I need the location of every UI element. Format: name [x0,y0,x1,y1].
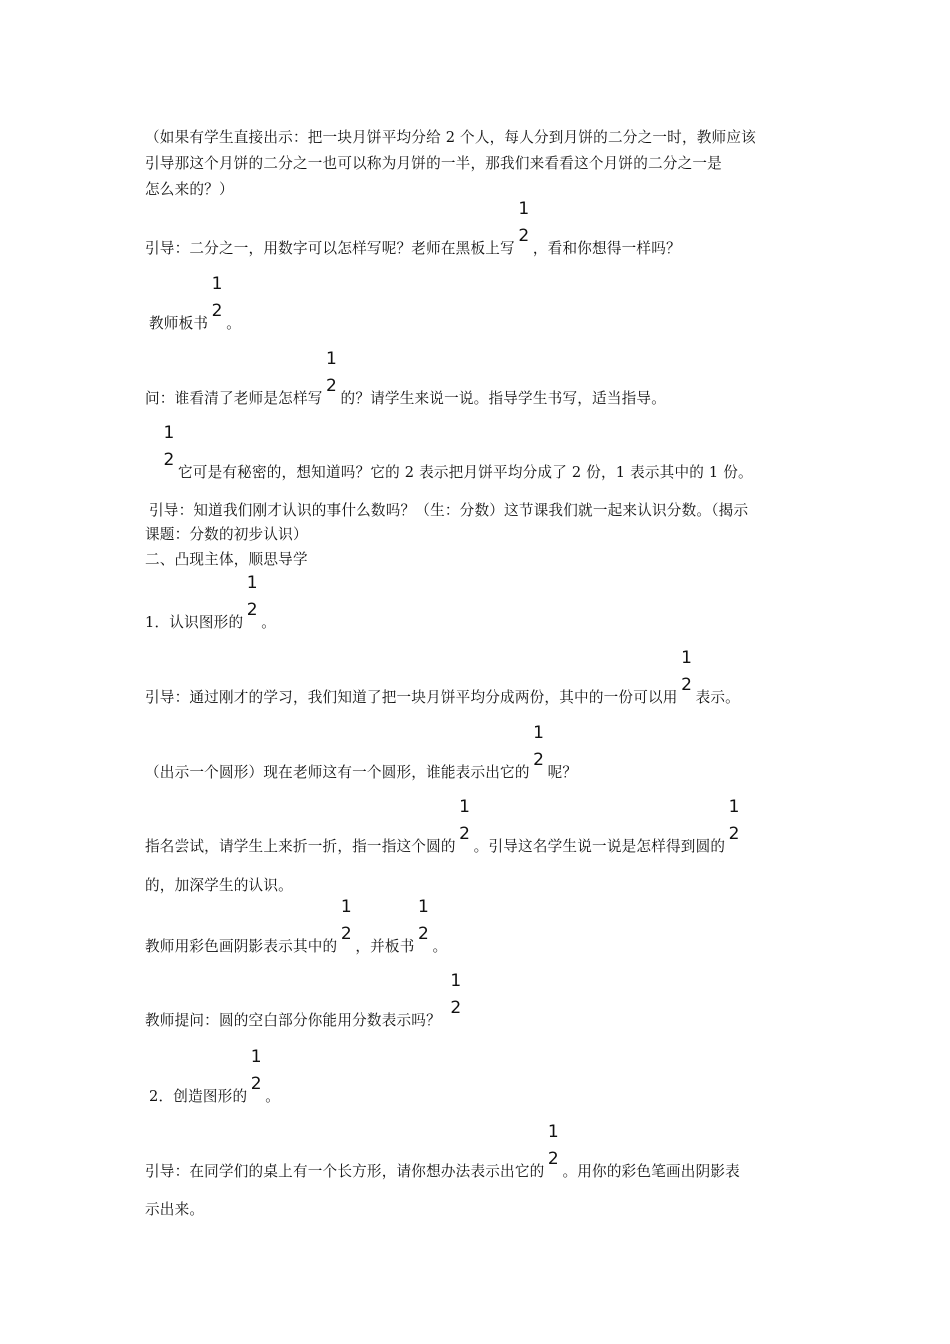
text-run: 。 [265,1088,281,1105]
fraction-bar [418,919,430,920]
text-run: 呢？ [547,764,578,781]
fraction-one-half [249,1047,263,1101]
fraction-denominator: 2 [459,824,471,844]
text-run: ，并板书 [355,938,415,955]
text-run: 。 [432,938,448,955]
fraction-one-half [210,274,224,328]
fraction-one-half [245,573,259,627]
paragraph-line [145,797,743,857]
text-run: 引导：通过刚才的学习，我们知道了把一块月饼平均分成两份，其中的一份可以用 [145,689,678,706]
text-run: 问：谁看清了老师是怎样写 [145,390,323,407]
paragraph-line: 引导：知道我们刚才认识的事什么数吗？（生：分数）这节课我们就一起来认识分数。（揭示 [149,502,749,519]
text-run: 教师用彩色画阴影表示其中的 [145,938,338,955]
paragraph-line [149,1047,281,1107]
paragraph-line [145,199,681,259]
paragraph-line [145,897,448,957]
text-run: 指名尝试，请学生上来折一折，指一指这个圆的 [145,838,456,855]
text-run: 它可是有秘密的，想知道吗？它的 2 表示把月饼平均分成了 2 份，1 表示其中的 1 份。 [178,464,753,481]
fraction-numerator: 1 [450,971,462,991]
fraction-numerator: 1 [681,648,693,668]
text-run: （出示一个圆形）现在老师这有一个圆形，谁能表示出它的 [145,764,530,781]
fraction-bar [728,819,740,820]
fraction-bar [459,819,471,820]
fraction-one-half [517,199,531,253]
fraction-numerator: 1 [533,723,545,743]
fraction-denominator: 2 [681,675,693,695]
fraction-one-half [417,897,431,951]
paragraph-line [149,274,241,334]
fraction-bar [326,371,338,372]
paragraph-line [145,1122,740,1182]
fraction-one-half [727,797,741,851]
text-run: 。用你的彩色笔画出阴影表 [562,1163,740,1180]
text-run: 2．创造图形的 [149,1088,248,1105]
fraction-denominator: 2 [533,750,545,770]
text-run: 的？请学生来说一说。指导学生书写，适当指导。 [340,390,666,407]
fraction-one-half [680,648,694,702]
fraction-bar [533,745,545,746]
paragraph-line [145,971,465,1031]
paragraph-line [145,648,740,708]
fraction-denominator: 2 [547,1149,559,1169]
fraction-denominator: 2 [163,450,175,470]
text-run: 引导：二分之一，用数字可以怎样写呢？老师在黑板上写 [145,240,515,257]
fraction-numerator: 1 [418,897,430,917]
fraction-numerator: 1 [246,573,258,593]
fraction-bar [681,670,693,671]
text-run: 。引导这名学生说一说是怎样得到圆的 [473,838,726,855]
fraction-one-half [532,723,546,777]
fraction-bar [250,1069,262,1070]
fraction-denominator: 2 [326,376,338,396]
fraction-numerator: 1 [518,199,530,219]
fraction-denominator: 2 [518,226,530,246]
fraction-bar [547,1144,559,1145]
fraction-numerator: 1 [547,1122,559,1142]
fraction-denominator: 2 [450,998,462,1018]
fraction-one-half [458,797,472,851]
fraction-denominator: 2 [728,824,740,844]
fraction-numerator: 1 [250,1047,262,1067]
text-run: 表示。 [695,689,740,706]
text-run: 引导：在同学们的桌上有一个长方形，请你想办法表示出它的 [145,1163,545,1180]
fraction-denominator: 2 [418,924,430,944]
fraction-numerator: 1 [728,797,740,817]
fraction-bar [163,445,175,446]
fraction-bar [246,595,258,596]
paragraph-line [160,423,753,483]
fraction-one-half [449,971,463,1025]
fraction-denominator: 2 [340,924,352,944]
fraction-denominator: 2 [211,301,223,321]
fraction-numerator: 1 [326,349,338,369]
fraction-numerator: 1 [459,797,471,817]
text-run: 教师板书 [149,315,209,332]
fraction-one-half [162,423,176,477]
paragraph-line: （如果有学生直接出示：把一块月饼平均分给 2 个人，每人分到月饼的二分之一时，教师应该 [145,129,756,146]
fraction-bar [340,919,352,920]
paragraph-line: 引导那这个月饼的二分之一也可以称为月饼的一半，那我们来看看这个月饼的二分之一是 [145,155,722,172]
paragraph-line [145,573,277,633]
paragraph-line [145,349,666,409]
fraction-numerator: 1 [211,274,223,294]
text-run: 1．认识图形的 [145,614,244,631]
text-run: ，看和你想得一样吗？ [532,240,681,257]
fraction-one-half [339,897,353,951]
fraction-denominator: 2 [250,1074,262,1094]
fraction-bar [211,296,223,297]
paragraph-line: 课题：分数的初步认识） [145,526,308,543]
fraction-bar [518,221,530,222]
fraction-one-half [325,349,339,403]
section-heading: 二、凸现主体，顺思导学 [145,551,308,568]
fraction-numerator: 1 [340,897,352,917]
text-run: 教师提问：圆的空白部分你能用分数表示吗？ [145,1012,441,1029]
paragraph-line [145,723,578,783]
text-run: 。 [226,315,241,332]
paragraph-line: 怎么来的？） [145,181,234,198]
fraction-bar [450,993,462,994]
fraction-numerator: 1 [163,423,175,443]
paragraph-line: 的，加深学生的认识。 [145,877,293,894]
text-run: 。 [261,614,277,631]
fraction-denominator: 2 [246,600,258,620]
fraction-one-half [546,1122,560,1176]
paragraph-line: 示出来。 [145,1201,205,1218]
